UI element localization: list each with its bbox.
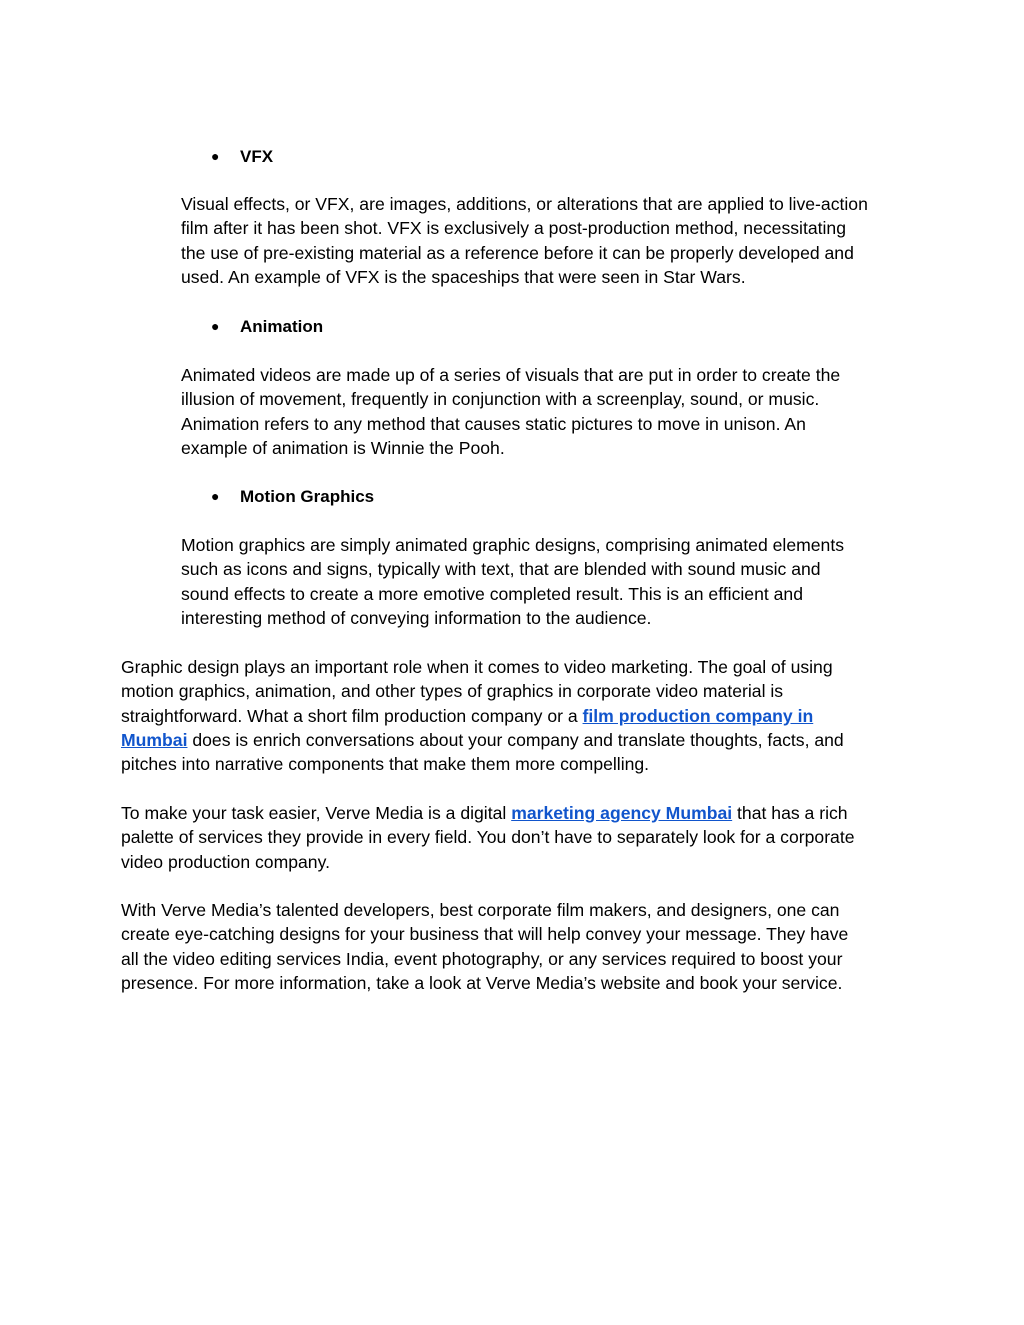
animation-paragraph: Animated videos are made up of a series of visuals that are put in order to create the illusion of movement, frequently in conjunction with a screenplay, sound, or music. Animation refers to any method that causes static pictures to move in unison. An example of animation is Winnie the Pooh. [181,365,841,458]
marketing-agency-link[interactable]: marketing agency Mumbai [511,803,733,823]
text-span: that has a rich palette of services they provide in every field. You don’t have to separately look for a corporate video production company. [121,803,855,872]
link-text[interactable]: Mumbai [121,729,188,750]
vfx-paragraph: Visual effects, or VFX, are images, additions, or alterations that are applied to live-action film after it has been shot. VFX is exclusively a post-production method, necessitating the use of pre-existing material as a reference before it can be properly developed and used. An example of VFX is the spaceships that were seen in Star Wars. [181,194,868,287]
bullet-icon: ● [211,148,220,164]
text-span: does is enrich conversations about your company and translate thoughts, facts, and pitches into narrative components that make them more compelling. [121,729,844,775]
closing-paragraph: With Verve Media’s talented developers, best corporate film makers, and designers, one can create eye-catching designs for your business that will help convey your message. They have all the video editing services India, event photography, or any services required to boost your presence. For more information, take a look at Verve Media’s website and book your service. [121,900,849,993]
bullet-icon: ● [211,318,220,334]
text-span: Graphic design plays an important role when it comes to video marketing. The goal of using motion graphics, animation, and other types of graphics in corporate video material is straightforward. What a short film production company or a [121,657,833,726]
bullet-heading-vfx [211,144,273,169]
text-span: To make your task easier, Verve Media is a digital [121,803,512,823]
verve-media-paragraph [121,801,911,874]
graphic-design-paragraph [121,655,911,776]
heading-label: Motion Graphics [240,487,375,506]
bullet-icon: ● [211,488,220,504]
bullet-heading-motion-graphics [211,484,374,509]
heading-label: VFX [240,147,274,166]
motion-graphics-paragraph: Motion graphics are simply animated graphic designs, comprising animated elements such as icons and signs, typically with text, that are blended with sound music and sound effects to create a more emotive completed result. This is an efficient and interesting method of conveying information to the audience. [181,535,845,628]
bullet-heading-animation [211,314,323,339]
heading-label: Animation [240,317,324,336]
link-text[interactable]: film production company in [582,705,814,726]
